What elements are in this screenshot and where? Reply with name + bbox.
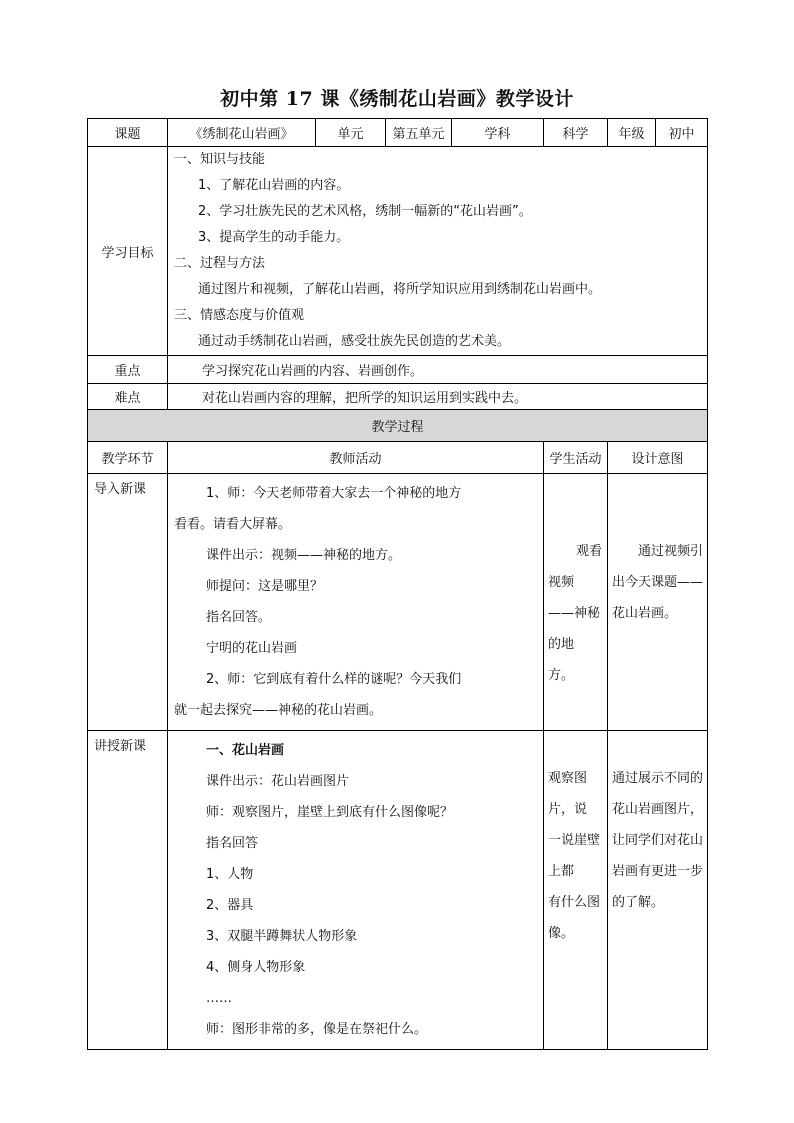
intro-teacher [168, 474, 544, 731]
subject-value: 科学 [544, 119, 608, 147]
lecture-student [544, 731, 608, 1050]
objective-item: 1、了解花山岩画的内容。 [198, 178, 350, 193]
lecture-stage [88, 731, 168, 1050]
col-intent: 设计意图 [608, 442, 708, 474]
unit-value: 第五单元 [386, 119, 452, 147]
student-line: ——神秘的地 [548, 606, 601, 652]
teacher-line: 1、师：今天老师带着大家去一个神秘的地方 [206, 486, 462, 501]
header-row [88, 119, 708, 147]
objective-text: 通过动手绣制花山岩画，感受壮族先民创造的艺术美。 [198, 334, 511, 349]
lesson-plan-table [87, 118, 708, 1050]
objective-item: 3、提高学生的动手能力。 [198, 230, 350, 245]
objective-section-2: 二、过程与方法 [174, 256, 266, 271]
objectives-label: 学习目标 [88, 147, 168, 356]
lecture-teacher [168, 731, 544, 1050]
unit-label: 单元 [316, 119, 386, 147]
course-label: 课题 [88, 119, 168, 147]
difficulty-label: 难点 [88, 384, 168, 410]
teacher-line: 课件出示：视频——神秘的地方。 [206, 548, 402, 563]
intent-line: 花山岩画图片， [612, 802, 704, 817]
course-value: 《绣制花山岩画》 [168, 119, 316, 147]
difficulty-row [88, 384, 708, 410]
key-point-row [88, 356, 708, 384]
teacher-line: 课件出示：花山岩画图片 [206, 774, 350, 789]
teacher-line: 指名回答 [206, 836, 259, 851]
col-student: 学生活动 [544, 442, 608, 474]
process-heading-row [88, 410, 708, 442]
document-title: 初中第 17 课《绣制花山岩画》教学设计 [220, 88, 574, 110]
intro-stage [88, 474, 168, 731]
objectives-content [168, 147, 708, 356]
teacher-line: 师：图形非常的多，像是在祭祀什么。 [206, 1022, 428, 1037]
intent-line: 让同学们对花山 [612, 833, 704, 848]
teacher-line: 师提问：这是哪里？ [206, 579, 324, 594]
objective-text: 通过图片和视频，了解花山岩画，将所学知识应用到绣制花山岩画中。 [198, 282, 602, 297]
lecture-stage-label: 讲授新课 [94, 739, 147, 754]
grade-label: 年级 [608, 119, 656, 147]
key-point-label: 重点 [88, 356, 168, 384]
teacher-line: 2、师：它到底有着什么样的谜呢？今天我们 [206, 672, 462, 687]
difficulty-text: 对花山岩画内容的理解，把所学的知识运用到实践中去。 [168, 384, 708, 410]
intro-intent [608, 474, 708, 731]
teacher-line: 就一起去探究——神秘的花山岩画。 [174, 703, 383, 718]
student-line: 观看视频 [548, 544, 603, 590]
col-stage: 教学环节 [88, 442, 168, 474]
key-point-text: 学习探究花山岩画的内容、岩画创作。 [168, 356, 708, 384]
intent-line: 岩画有更进一步 [612, 864, 704, 879]
teacher-line: 指名回答。 [206, 610, 272, 625]
intent-line: 花山岩画。 [612, 606, 678, 621]
student-line: 方。 [548, 668, 575, 683]
process-columns-row [88, 442, 708, 474]
teacher-line: 一、花山岩画 [206, 743, 285, 758]
intent-line: 出今天课题—— [612, 575, 704, 590]
teacher-line: 看看。请看大屏幕。 [174, 517, 292, 532]
subject-label: 学科 [452, 119, 544, 147]
teacher-line: 1、人物 [206, 867, 254, 882]
teacher-line: 3、双腿半蹲舞状人物形象 [206, 929, 358, 944]
lecture-intent [608, 731, 708, 1050]
teacher-line: …… [206, 991, 232, 1006]
teacher-line: 2、器具 [206, 898, 254, 913]
grade-value: 初中 [656, 119, 708, 147]
objectives-row [88, 147, 708, 356]
process-heading: 教学过程 [88, 410, 708, 442]
col-teacher: 教师活动 [168, 442, 544, 474]
intro-row [88, 474, 708, 731]
intro-stage-label: 导入新课 [94, 482, 147, 497]
teacher-line: 师：观察图片，崖壁上到底有什么图像呢？ [206, 805, 454, 820]
intent-line: 通过视频引 [638, 544, 704, 559]
objective-section-1: 一、知识与技能 [174, 152, 266, 167]
student-line: 一说崖壁上都 [548, 833, 601, 879]
objective-section-3: 三、情感态度与价值观 [174, 308, 305, 323]
intent-line: 通过展示不同的 [612, 771, 704, 786]
teacher-line: 宁明的花山岩画 [206, 641, 298, 656]
intro-student [544, 474, 608, 731]
student-line: 观察图片，说 [548, 771, 588, 817]
intent-line: 的了解。 [612, 895, 665, 910]
teacher-line: 4、侧身人物形象 [206, 960, 306, 975]
student-line: 有什么图像。 [548, 895, 601, 941]
objective-item: 2、学习壮族先民的艺术风格，绣制一幅新的“花山岩画”。 [198, 204, 532, 219]
lecture-row [88, 731, 708, 1050]
